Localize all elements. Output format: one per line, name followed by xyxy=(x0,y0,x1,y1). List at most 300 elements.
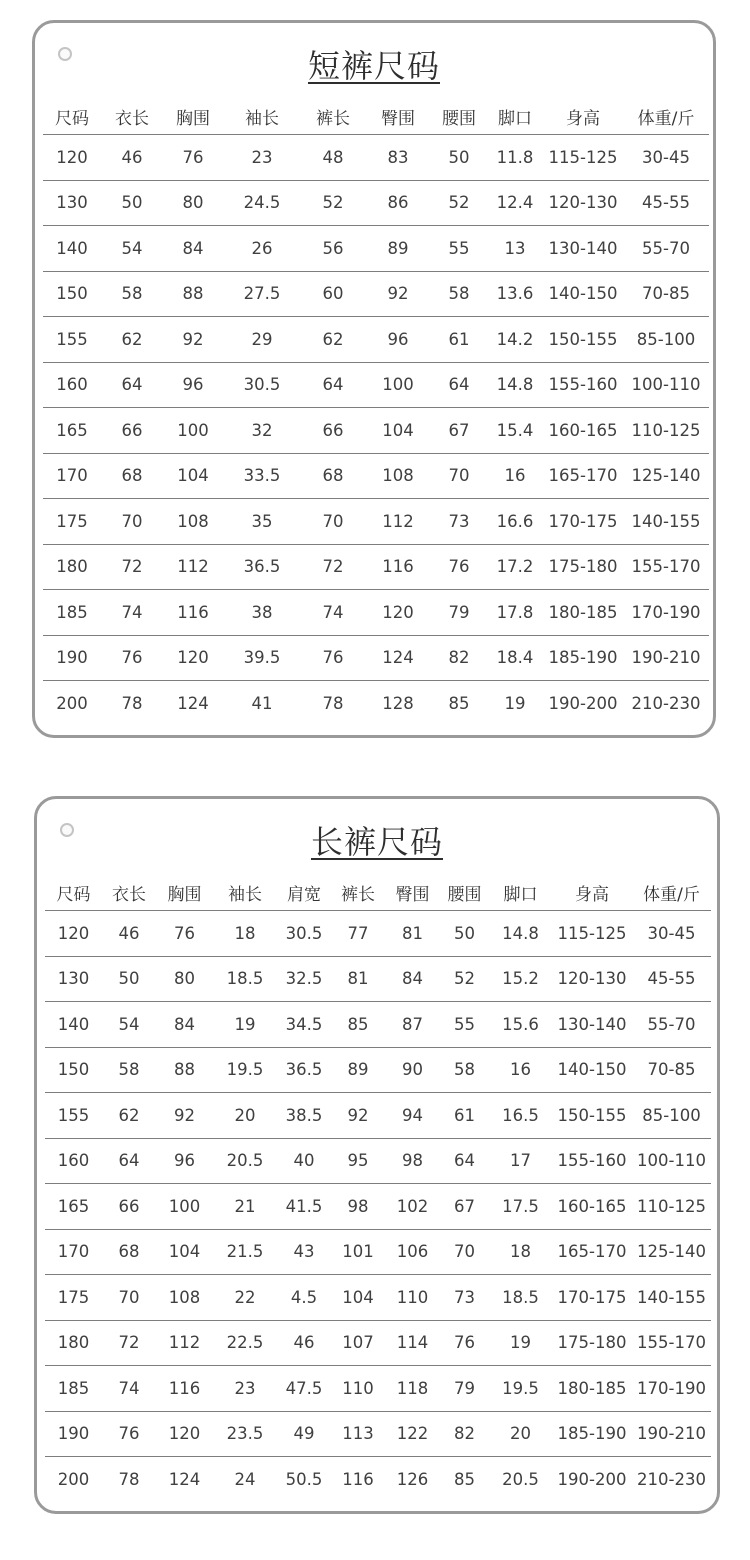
table-cell: 18.5 xyxy=(489,1275,552,1321)
table-cell: 17 xyxy=(489,1138,552,1184)
table-cell: 17.2 xyxy=(487,544,543,590)
table-cell: 88 xyxy=(156,1047,213,1093)
table-cell: 67 xyxy=(440,1184,489,1230)
table-cell: 124 xyxy=(168,1469,201,1489)
table-cell: 130-140 xyxy=(552,1002,632,1048)
table-row xyxy=(43,135,709,181)
table-cell: 85 xyxy=(331,1002,385,1048)
table-cell: 140-150 xyxy=(543,271,623,317)
table-cell: 140-155 xyxy=(632,1275,711,1321)
table-cell: 27.5 xyxy=(223,271,301,317)
table-cell: 96 xyxy=(163,362,223,408)
table-cell: 165 xyxy=(45,1184,102,1230)
table-row xyxy=(43,453,709,499)
table-cell: 101 xyxy=(331,1229,385,1275)
table-cell: 30-45 xyxy=(632,911,711,957)
table-cell: 64 xyxy=(301,362,365,408)
column-header: 腰围 xyxy=(431,98,487,135)
table-cell: 36.5 xyxy=(223,544,301,590)
column-header: 臀围 xyxy=(365,98,431,135)
table-cell: 78 xyxy=(121,693,143,713)
table-cell: 150 xyxy=(43,271,101,317)
table-cell: 68 xyxy=(101,453,163,499)
table-cell: 64 xyxy=(440,1138,489,1184)
table-cell: 55-70 xyxy=(623,226,709,272)
table-cell: 30.5 xyxy=(277,911,331,957)
table-cell: 120 xyxy=(45,911,102,957)
table-cell: 104 xyxy=(163,453,223,499)
table-cell: 18.5 xyxy=(213,956,277,1002)
table-cell: 41.5 xyxy=(277,1184,331,1230)
table-row xyxy=(45,1457,711,1502)
table-cell: 18.4 xyxy=(487,635,543,681)
table-cell: 165-170 xyxy=(543,453,623,499)
table-cell: 180 xyxy=(45,1320,102,1366)
table-cell: 64 xyxy=(102,1138,156,1184)
table-cell: 13 xyxy=(487,226,543,272)
table-cell: 130-140 xyxy=(543,226,623,272)
table-cell: 120-130 xyxy=(543,180,623,226)
table-cell: 160-165 xyxy=(552,1184,632,1230)
table-cell: 78 xyxy=(322,693,344,713)
table-cell: 140-155 xyxy=(623,499,709,545)
table-cell: 88 xyxy=(163,271,223,317)
table-cell: 92 xyxy=(156,1093,213,1139)
table-cell: 185 xyxy=(43,590,101,636)
table-cell: 80 xyxy=(156,956,213,1002)
table-cell: 170-175 xyxy=(543,499,623,545)
table-cell: 58 xyxy=(101,271,163,317)
table-cell: 155 xyxy=(45,1093,102,1139)
table-row xyxy=(45,956,711,1002)
table-cell: 170 xyxy=(45,1229,102,1275)
table-cell: 210-230 xyxy=(637,1469,706,1489)
table-cell: 41 xyxy=(251,693,273,713)
table-cell: 66 xyxy=(102,1184,156,1230)
column-header: 体重/斤 xyxy=(632,874,711,911)
table-cell: 210-230 xyxy=(631,693,701,713)
table-cell: 104 xyxy=(331,1275,385,1321)
column-header: 脚口 xyxy=(489,874,552,911)
table-cell: 140-150 xyxy=(552,1047,632,1093)
table-cell: 150 xyxy=(45,1047,102,1093)
table-cell: 160-165 xyxy=(543,408,623,454)
table-cell: 104 xyxy=(365,408,431,454)
table-cell: 19.5 xyxy=(213,1047,277,1093)
table-cell: 165-170 xyxy=(552,1229,632,1275)
table-row xyxy=(43,681,709,726)
table-cell: 120 xyxy=(156,1411,213,1457)
table-cell: 100-110 xyxy=(623,362,709,408)
table-cell: 55-70 xyxy=(632,1002,711,1048)
table-row xyxy=(45,911,711,957)
table-cell: 21 xyxy=(213,1184,277,1230)
table-cell: 185-190 xyxy=(543,635,623,681)
table-cell: 70 xyxy=(440,1229,489,1275)
table-cell: 58 xyxy=(102,1047,156,1093)
table-cell: 126 xyxy=(396,1469,429,1489)
table-cell: 70 xyxy=(101,499,163,545)
table-cell: 4.5 xyxy=(277,1275,331,1321)
table-cell: 52 xyxy=(440,956,489,1002)
table-cell: 190-210 xyxy=(632,1411,711,1457)
table-cell: 73 xyxy=(440,1275,489,1321)
table-cell: 185-190 xyxy=(552,1411,632,1457)
table-cell: 73 xyxy=(431,499,487,545)
column-header: 体重/斤 xyxy=(623,98,709,135)
table-cell: 60 xyxy=(301,271,365,317)
column-header: 袖长 xyxy=(223,98,301,135)
table-cell: 180-185 xyxy=(552,1366,632,1412)
column-header: 袖长 xyxy=(213,874,277,911)
table-cell: 64 xyxy=(101,362,163,408)
table-cell: 58 xyxy=(440,1047,489,1093)
table-header-row xyxy=(43,98,709,135)
table-cell: 62 xyxy=(101,317,163,363)
column-header: 脚口 xyxy=(487,98,543,135)
table-cell: 86 xyxy=(365,180,431,226)
table-cell: 49 xyxy=(277,1411,331,1457)
table-cell: 102 xyxy=(385,1184,440,1230)
table-cell: 74 xyxy=(101,590,163,636)
table-cell: 62 xyxy=(102,1093,156,1139)
table-cell: 23 xyxy=(213,1366,277,1412)
table-cell: 89 xyxy=(331,1047,385,1093)
table-cell: 29 xyxy=(223,317,301,363)
table-cell: 78 xyxy=(118,1469,140,1489)
table-cell: 108 xyxy=(163,499,223,545)
column-header: 胸围 xyxy=(156,874,213,911)
table-cell: 92 xyxy=(331,1093,385,1139)
table-cell: 72 xyxy=(102,1320,156,1366)
table-cell: 85 xyxy=(454,1469,475,1489)
table-cell: 92 xyxy=(365,271,431,317)
short-pants-title: 短裤尺码 xyxy=(307,47,440,85)
table-body xyxy=(45,911,711,1502)
table-cell: 32 xyxy=(223,408,301,454)
column-header: 肩宽 xyxy=(277,874,331,911)
table-cell: 46 xyxy=(101,135,163,181)
table-cell: 79 xyxy=(431,590,487,636)
short-pants-size-card xyxy=(32,20,716,738)
table-cell: 58 xyxy=(431,271,487,317)
table-cell: 128 xyxy=(382,693,414,713)
table-cell: 11.8 xyxy=(487,135,543,181)
table-cell: 155-160 xyxy=(552,1138,632,1184)
table-cell: 113 xyxy=(331,1411,385,1457)
table-cell: 76 xyxy=(101,635,163,681)
table-cell: 98 xyxy=(331,1184,385,1230)
table-cell: 122 xyxy=(385,1411,440,1457)
table-cell: 68 xyxy=(102,1229,156,1275)
table-cell: 18 xyxy=(489,1229,552,1275)
table-cell: 61 xyxy=(431,317,487,363)
column-header: 裤长 xyxy=(301,98,365,135)
table-cell: 64 xyxy=(431,362,487,408)
long-pants-size-table xyxy=(45,874,711,1502)
table-cell: 79 xyxy=(440,1366,489,1412)
table-cell: 175-180 xyxy=(552,1320,632,1366)
table-row xyxy=(45,1229,711,1275)
table-cell: 14.8 xyxy=(487,362,543,408)
table-cell: 170-175 xyxy=(552,1275,632,1321)
table-cell: 120 xyxy=(43,135,101,181)
table-cell: 83 xyxy=(365,135,431,181)
table-row xyxy=(43,271,709,317)
column-header: 衣长 xyxy=(102,874,156,911)
table-cell: 92 xyxy=(163,317,223,363)
table-cell: 17.5 xyxy=(489,1184,552,1230)
table-cell: 52 xyxy=(431,180,487,226)
table-cell: 70 xyxy=(102,1275,156,1321)
table-cell: 74 xyxy=(301,590,365,636)
table-row xyxy=(43,499,709,545)
table-row xyxy=(43,226,709,272)
table-cell: 82 xyxy=(440,1411,489,1457)
table-row xyxy=(45,1411,711,1457)
table-cell: 81 xyxy=(385,911,440,957)
table-cell: 26 xyxy=(223,226,301,272)
table-cell: 14.2 xyxy=(487,317,543,363)
table-cell: 21.5 xyxy=(213,1229,277,1275)
table-cell: 66 xyxy=(301,408,365,454)
table-row xyxy=(45,1366,711,1412)
table-row xyxy=(45,1047,711,1093)
table-cell: 116 xyxy=(365,544,431,590)
column-header: 身高 xyxy=(543,98,623,135)
table-cell: 170 xyxy=(43,453,101,499)
table-cell: 140 xyxy=(43,226,101,272)
table-cell: 190 xyxy=(45,1411,102,1457)
table-cell: 76 xyxy=(440,1320,489,1366)
table-cell: 112 xyxy=(163,544,223,590)
table-cell: 33.5 xyxy=(223,453,301,499)
table-cell: 165 xyxy=(43,408,101,454)
table-cell: 175 xyxy=(45,1275,102,1321)
table-cell: 155-170 xyxy=(623,544,709,590)
table-cell: 70 xyxy=(431,453,487,499)
table-cell: 70-85 xyxy=(623,271,709,317)
table-cell: 15.6 xyxy=(489,1002,552,1048)
table-cell: 22 xyxy=(213,1275,277,1321)
table-cell: 38.5 xyxy=(277,1093,331,1139)
table-cell: 24.5 xyxy=(223,180,301,226)
table-cell: 108 xyxy=(365,453,431,499)
table-cell: 150-155 xyxy=(543,317,623,363)
table-row xyxy=(43,180,709,226)
table-cell: 23 xyxy=(223,135,301,181)
table-cell: 66 xyxy=(101,408,163,454)
table-cell: 19 xyxy=(213,1002,277,1048)
table-cell: 116 xyxy=(156,1366,213,1412)
table-cell: 120 xyxy=(365,590,431,636)
table-cell: 14.8 xyxy=(489,911,552,957)
table-cell: 50.5 xyxy=(285,1469,323,1489)
table-cell: 85-100 xyxy=(623,317,709,363)
table-cell: 115-125 xyxy=(552,911,632,957)
table-cell: 45-55 xyxy=(623,180,709,226)
table-cell: 54 xyxy=(101,226,163,272)
table-cell: 70-85 xyxy=(632,1047,711,1093)
table-cell: 150-155 xyxy=(552,1093,632,1139)
table-cell: 85-100 xyxy=(632,1093,711,1139)
table-cell: 160 xyxy=(45,1138,102,1184)
table-cell: 170-190 xyxy=(632,1366,711,1412)
table-cell: 18 xyxy=(213,911,277,957)
table-cell: 70 xyxy=(301,499,365,545)
table-cell: 175-180 xyxy=(543,544,623,590)
table-cell: 112 xyxy=(365,499,431,545)
table-cell: 20 xyxy=(213,1093,277,1139)
table-row xyxy=(45,1320,711,1366)
table-cell: 107 xyxy=(331,1320,385,1366)
table-cell: 67 xyxy=(431,408,487,454)
table-cell: 200 xyxy=(56,693,88,713)
table-cell: 112 xyxy=(156,1320,213,1366)
table-cell: 16 xyxy=(489,1047,552,1093)
column-header: 衣长 xyxy=(101,98,163,135)
table-body xyxy=(43,135,709,726)
table-cell: 22.5 xyxy=(213,1320,277,1366)
table-cell: 76 xyxy=(431,544,487,590)
table-cell: 95 xyxy=(331,1138,385,1184)
table-cell: 108 xyxy=(156,1275,213,1321)
table-cell: 17.8 xyxy=(487,590,543,636)
table-cell: 30.5 xyxy=(223,362,301,408)
table-cell: 155 xyxy=(43,317,101,363)
table-row xyxy=(45,1093,711,1139)
table-header-row xyxy=(45,874,711,911)
table-cell: 48 xyxy=(301,135,365,181)
table-row xyxy=(43,544,709,590)
table-cell: 72 xyxy=(301,544,365,590)
column-header: 腰围 xyxy=(440,874,489,911)
table-row xyxy=(45,1275,711,1321)
table-cell: 96 xyxy=(156,1138,213,1184)
column-header: 裤长 xyxy=(331,874,385,911)
table-cell: 68 xyxy=(301,453,365,499)
table-cell: 125-140 xyxy=(632,1229,711,1275)
table-cell: 84 xyxy=(163,226,223,272)
table-cell: 62 xyxy=(301,317,365,363)
table-cell: 200 xyxy=(57,1469,90,1489)
table-cell: 32.5 xyxy=(277,956,331,1002)
table-cell: 100 xyxy=(163,408,223,454)
table-cell: 46 xyxy=(277,1320,331,1366)
table-cell: 130 xyxy=(45,956,102,1002)
table-cell: 19 xyxy=(489,1320,552,1366)
table-cell: 110-125 xyxy=(623,408,709,454)
table-cell: 15.2 xyxy=(489,956,552,1002)
table-cell: 40 xyxy=(277,1138,331,1184)
table-cell: 155-170 xyxy=(632,1320,711,1366)
table-cell: 12.4 xyxy=(487,180,543,226)
table-cell: 100 xyxy=(156,1184,213,1230)
table-cell: 23.5 xyxy=(213,1411,277,1457)
table-cell: 82 xyxy=(431,635,487,681)
table-cell: 98 xyxy=(385,1138,440,1184)
table-cell: 36.5 xyxy=(277,1047,331,1093)
long-pants-size-card xyxy=(34,796,720,1514)
column-header: 胸围 xyxy=(163,98,223,135)
table-cell: 50 xyxy=(431,135,487,181)
table-cell: 190-200 xyxy=(557,1469,627,1489)
table-cell: 104 xyxy=(156,1229,213,1275)
table-cell: 50 xyxy=(102,956,156,1002)
table-cell: 84 xyxy=(385,956,440,1002)
table-cell: 100-110 xyxy=(632,1138,711,1184)
table-cell: 124 xyxy=(365,635,431,681)
table-row xyxy=(43,362,709,408)
column-header: 尺码 xyxy=(43,98,101,135)
table-cell: 190 xyxy=(43,635,101,681)
table-cell: 76 xyxy=(102,1411,156,1457)
table-cell: 24 xyxy=(234,1469,256,1489)
table-cell: 100 xyxy=(365,362,431,408)
table-cell: 116 xyxy=(163,590,223,636)
table-cell: 16.6 xyxy=(487,499,543,545)
table-row xyxy=(45,1002,711,1048)
table-cell: 87 xyxy=(385,1002,440,1048)
long-pants-title: 长裤尺码 xyxy=(310,823,443,861)
table-row xyxy=(45,1138,711,1184)
table-cell: 15.4 xyxy=(487,408,543,454)
table-cell: 120 xyxy=(163,635,223,681)
table-cell: 106 xyxy=(385,1229,440,1275)
table-cell: 110 xyxy=(385,1275,440,1321)
table-cell: 96 xyxy=(365,317,431,363)
table-cell: 47.5 xyxy=(277,1366,331,1412)
table-cell: 190-210 xyxy=(623,635,709,681)
table-cell: 140 xyxy=(45,1002,102,1048)
table-cell: 155-160 xyxy=(543,362,623,408)
table-row xyxy=(45,1184,711,1230)
table-cell: 85 xyxy=(448,693,470,713)
table-cell: 94 xyxy=(385,1093,440,1139)
table-cell: 185 xyxy=(45,1366,102,1412)
table-cell: 16.5 xyxy=(489,1093,552,1139)
table-cell: 110-125 xyxy=(632,1184,711,1230)
table-cell: 160 xyxy=(43,362,101,408)
table-cell: 20 xyxy=(489,1411,552,1457)
table-cell: 20.5 xyxy=(213,1138,277,1184)
table-cell: 175 xyxy=(43,499,101,545)
table-cell: 118 xyxy=(385,1366,440,1412)
table-cell: 81 xyxy=(331,956,385,1002)
table-cell: 34.5 xyxy=(277,1002,331,1048)
table-cell: 45-55 xyxy=(632,956,711,1002)
table-cell: 90 xyxy=(385,1047,440,1093)
table-row xyxy=(43,590,709,636)
table-cell: 84 xyxy=(156,1002,213,1048)
table-cell: 72 xyxy=(101,544,163,590)
table-cell: 125-140 xyxy=(623,453,709,499)
table-cell: 35 xyxy=(223,499,301,545)
table-cell: 43 xyxy=(277,1229,331,1275)
table-cell: 13.6 xyxy=(487,271,543,317)
table-cell: 19.5 xyxy=(489,1366,552,1412)
column-header: 臀围 xyxy=(385,874,440,911)
table-row xyxy=(43,635,709,681)
table-cell: 170-190 xyxy=(623,590,709,636)
table-cell: 110 xyxy=(331,1366,385,1412)
table-cell: 77 xyxy=(331,911,385,957)
table-cell: 180 xyxy=(43,544,101,590)
table-cell: 38 xyxy=(223,590,301,636)
table-cell: 76 xyxy=(163,135,223,181)
table-cell: 16 xyxy=(487,453,543,499)
table-cell: 124 xyxy=(177,693,209,713)
